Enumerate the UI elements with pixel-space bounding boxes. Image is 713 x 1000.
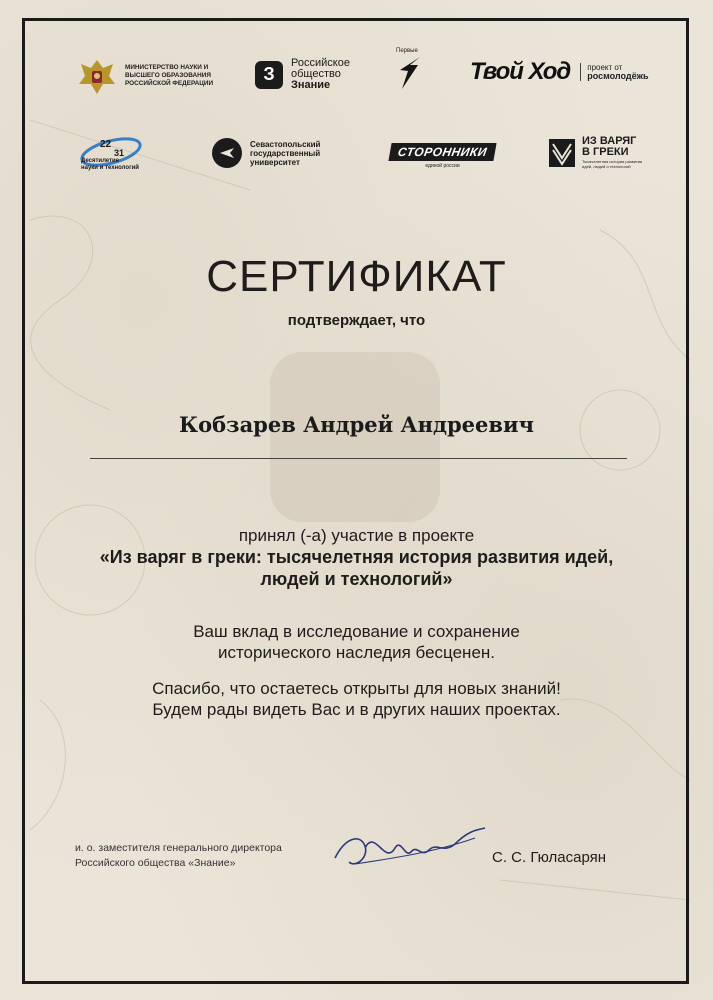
storonniki-wordmark: СТОРОННИКИ — [388, 143, 496, 161]
storonniki-sub: единой россии — [425, 163, 460, 169]
eagle-emblem-icon — [75, 54, 119, 98]
varyag-mark-icon — [548, 138, 576, 168]
decade-number-1: 22 — [100, 139, 112, 150]
varyag-logo — [548, 136, 652, 169]
znanie-name: Российское общество Знание — [291, 57, 350, 91]
znanie-logo — [255, 58, 371, 91]
decade-number-2: 31 — [114, 148, 125, 158]
recipient-underline — [90, 458, 627, 459]
participation-text: принял (-а) участие в проекте — [238, 526, 475, 545]
project-name: «Из варяг в греки: тысячелетняя история развития идей, людей и технологий» — [99, 547, 614, 589]
sevgu-logo — [212, 138, 370, 168]
sevgu-emblem-icon — [212, 138, 242, 168]
storonniki-logo — [390, 143, 495, 169]
pervye-arrow-icon — [396, 56, 422, 90]
varyag-name: ИЗ ВАРЯГ В ГРЕКИ Тысячелетняя история развития идей, людей и технологий — [582, 135, 643, 169]
tvoy-hod-project: проект от росмолодёжь — [580, 63, 648, 81]
tvoy-hod-wordmark: Твой Ход — [470, 58, 571, 85]
znanie-watermark — [270, 352, 440, 522]
pervye-logo — [396, 48, 422, 90]
znanie-badge-icon: З — [255, 61, 283, 89]
signatory-name: С. С. Гюласарян — [492, 849, 607, 866]
decade-line-2: науки и технологий — [81, 165, 139, 171]
decade-line-1: Десятилетие — [81, 158, 120, 164]
sevgu-name: Севастопольский государственный университет — [250, 139, 321, 167]
certificate-subtitle: подтверждает, что — [287, 312, 426, 329]
pervye-label: Первые — [396, 48, 418, 54]
contribution-text: Ваш вклад в исследование и сохранение исторического наследия бесценен. — [193, 622, 520, 662]
thanks-text: Спасибо, что остаетесь открыты для новых знаний! Будем рады видеть Вас и в других наших проектах. — [152, 679, 561, 719]
ministry-logo — [75, 54, 235, 98]
certificate-title: СЕРТИФИКАТ — [206, 252, 507, 301]
tvoy-hod-logo — [470, 58, 649, 86]
recipient-name: Кобзарев Андрей Андреевич — [179, 412, 534, 437]
signatory-position: и. о. заместителя генерального директора Российского общества «Знание» — [75, 842, 282, 869]
decade-logo — [78, 132, 144, 172]
decade-orbit-icon — [78, 132, 144, 172]
ministry-name: МИНИСТЕРСТВО НАУКИ И ВЫСШЕГО ОБРАЗОВАНИЯ РОССИЙСКОЙ ФЕДЕРАЦИИ — [125, 64, 214, 87]
handwritten-signature — [325, 818, 495, 878]
